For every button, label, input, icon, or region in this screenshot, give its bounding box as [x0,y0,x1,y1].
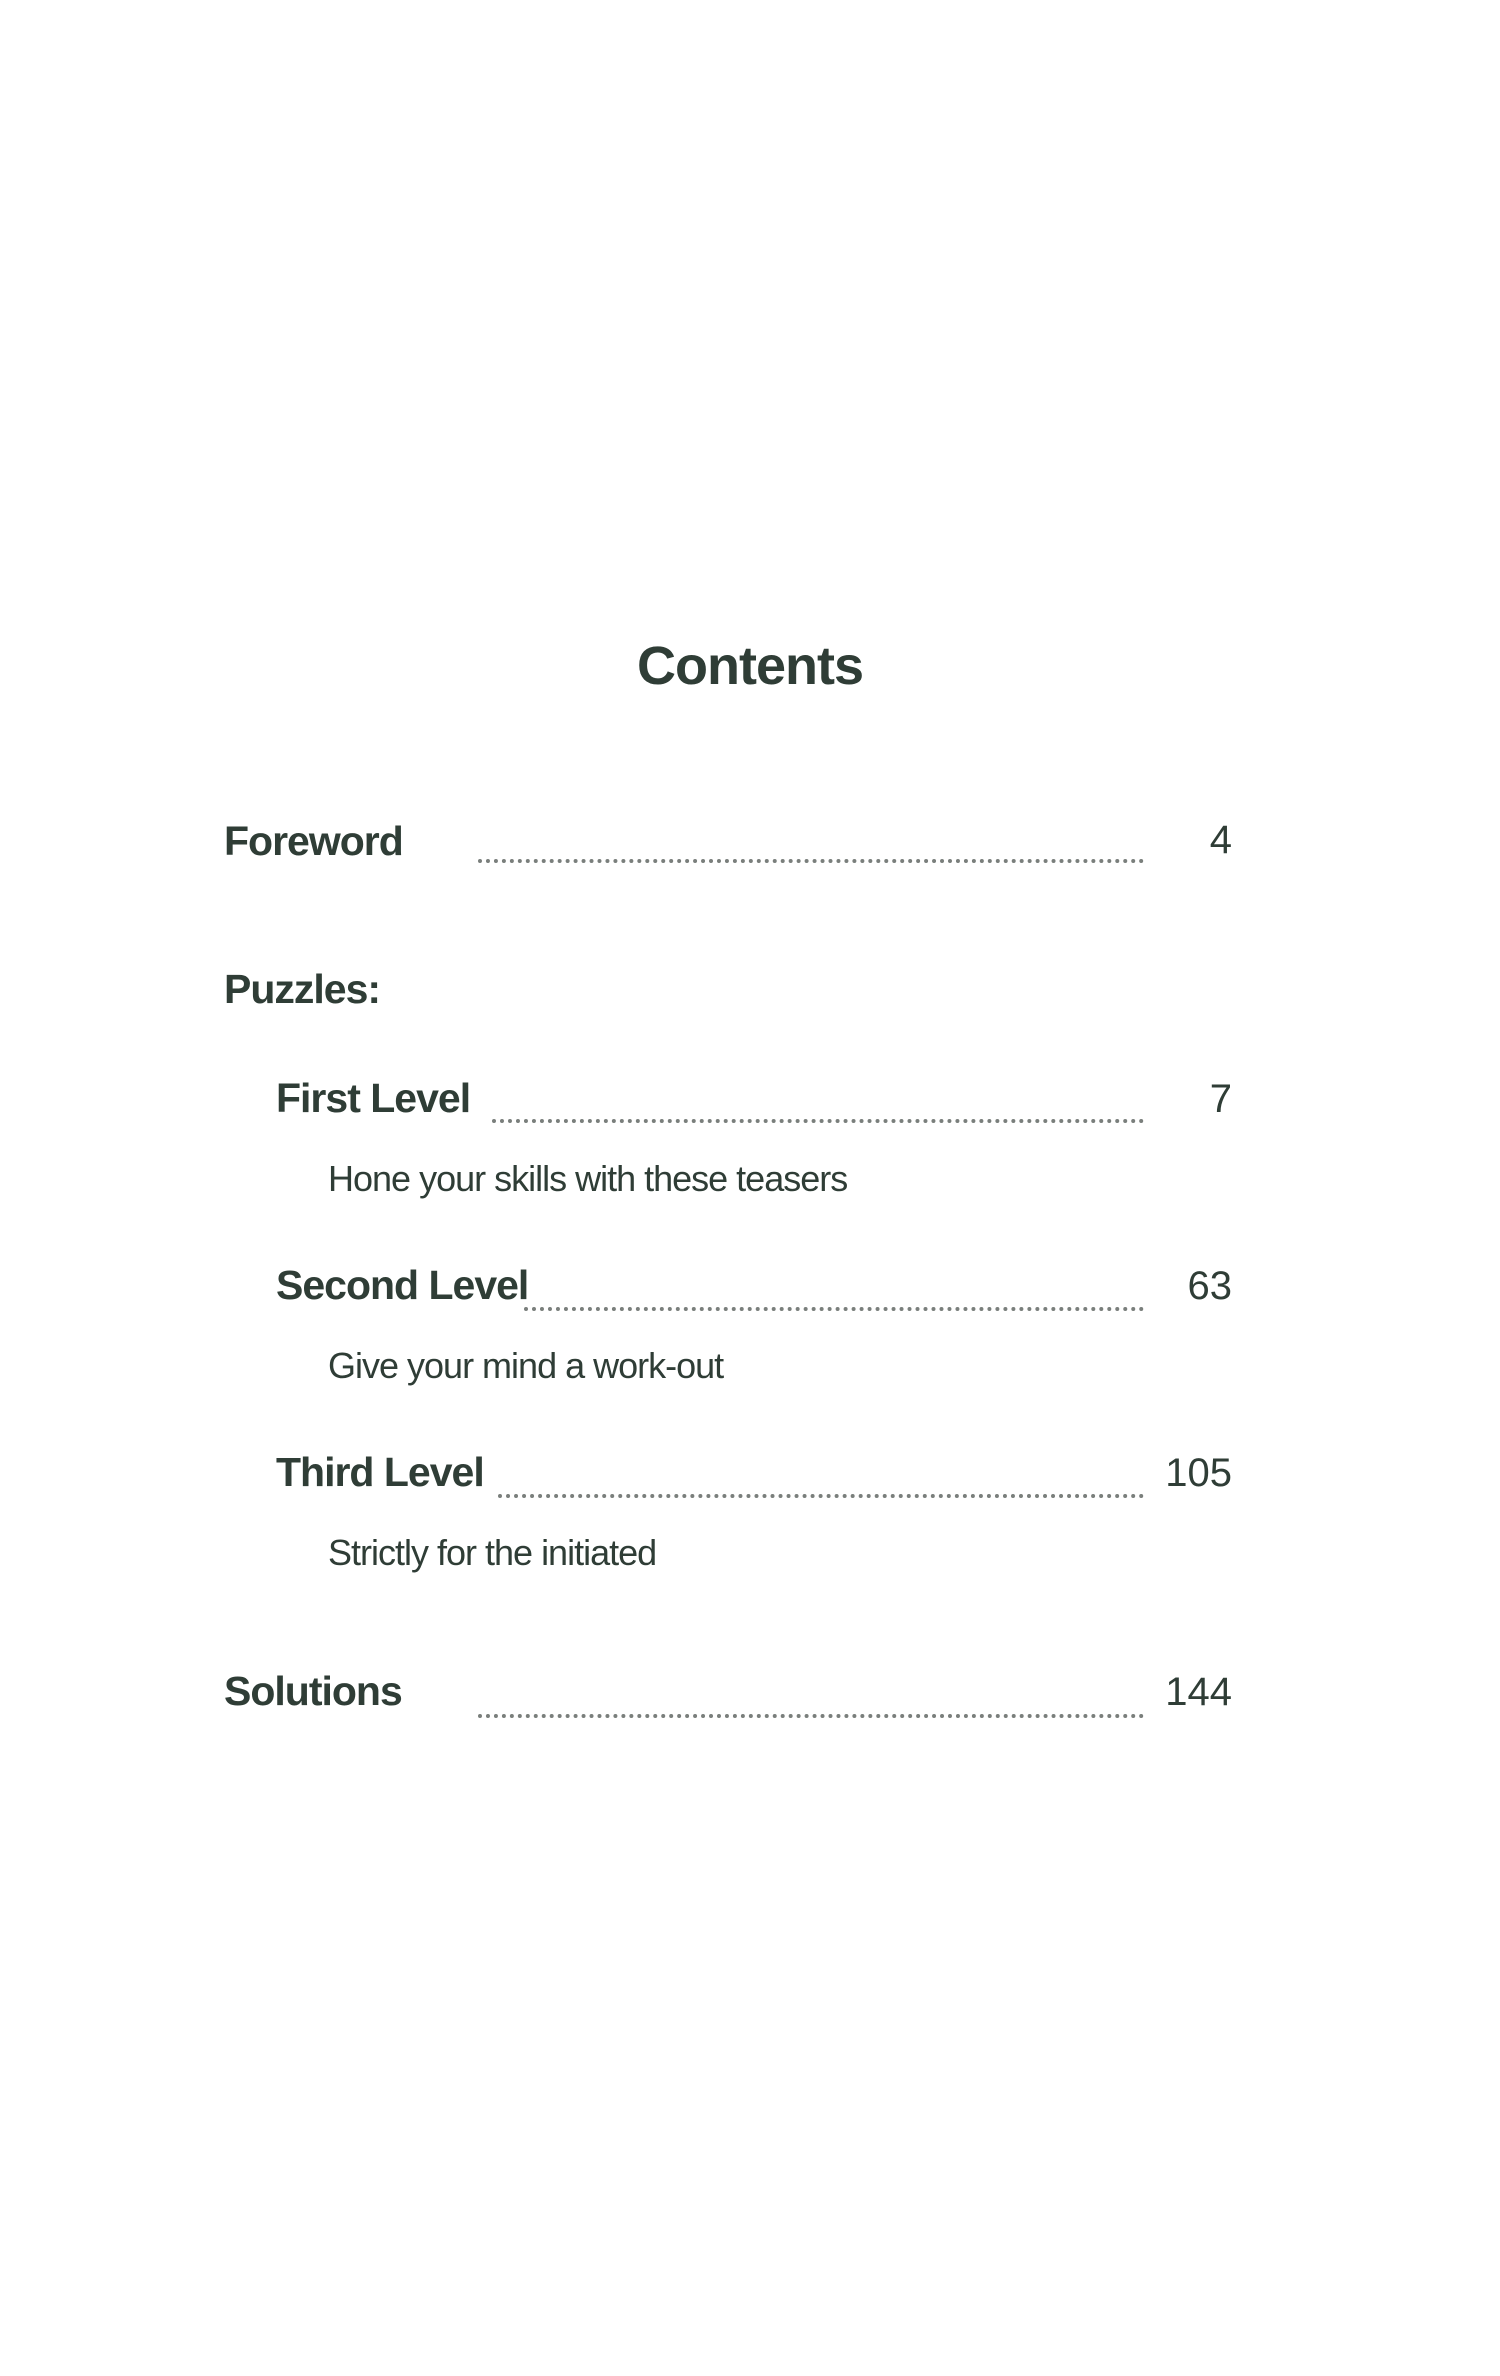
toc-page-number: 105 [1165,1451,1232,1495]
toc-page-number: 4 [1209,818,1232,862]
leader-dots [524,1303,1144,1311]
toc-description: Strictly for the initiated [328,1532,657,1573]
toc-label-solutions: Solutions [224,1668,402,1714]
page-title: Contents [637,636,863,696]
toc-label-third-level: Third Level [276,1449,484,1495]
toc-label-first-level: First Level [276,1075,471,1121]
section-heading-puzzles: Puzzles: [224,966,381,1012]
toc-page-number: 144 [1165,1670,1232,1714]
toc-label-foreword: Foreword [224,818,403,864]
leader-dots [478,1710,1144,1718]
leader-dots [478,855,1144,863]
leader-dots [492,1115,1144,1123]
toc-description: Give your mind a work-out [328,1345,724,1386]
toc-page-number: 7 [1209,1077,1232,1121]
toc-page-number: 63 [1187,1264,1232,1308]
toc-label-second-level: Second Level [276,1262,529,1308]
toc-description: Hone your skills with these teasers [328,1158,848,1199]
leader-dots [498,1490,1144,1498]
